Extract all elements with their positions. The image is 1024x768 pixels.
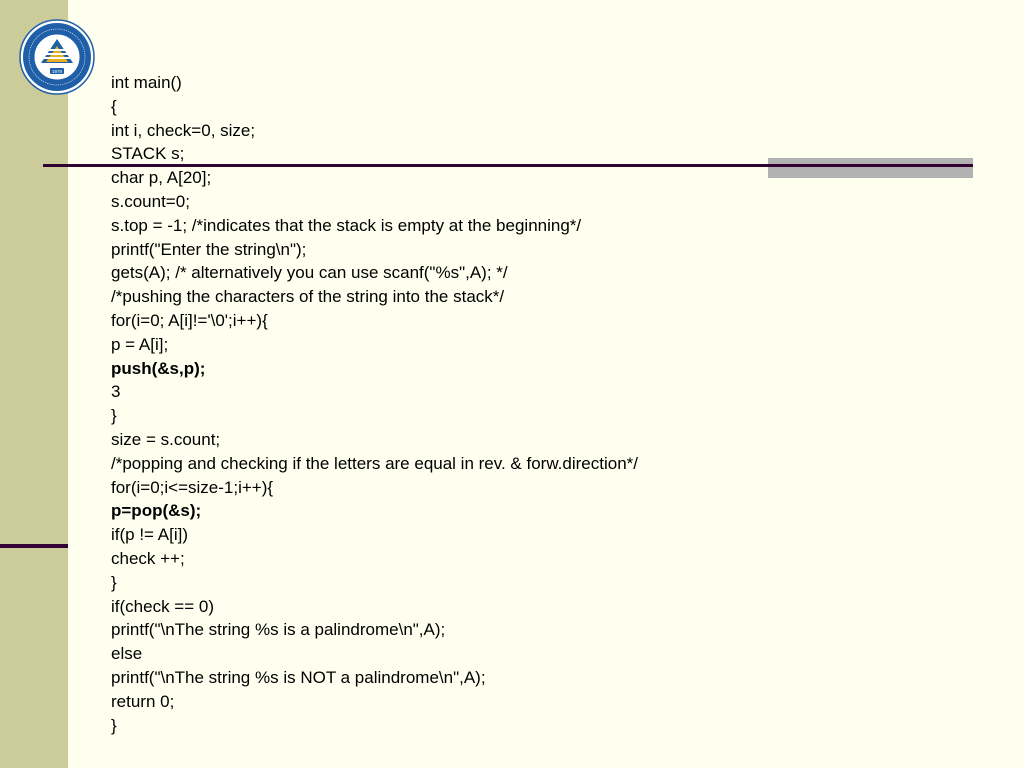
code-line: return 0; bbox=[111, 691, 175, 711]
code-line: printf("\nThe string %s is NOT a palindrome\n",A); bbox=[111, 667, 486, 687]
code-line: printf("\nThe string %s is a palindrome\n",A); bbox=[111, 620, 446, 640]
code-line: STACK s; bbox=[111, 144, 185, 164]
code-line: p=pop(&s); bbox=[111, 501, 202, 521]
code-line: } bbox=[111, 715, 117, 735]
seal-year: 1979 bbox=[51, 69, 63, 74]
code-line: for(i=0; A[i]!='\0';i++){ bbox=[111, 310, 268, 330]
left-decorative-band bbox=[0, 0, 68, 768]
code-line: printf("Enter the string\n"); bbox=[111, 239, 307, 259]
code-line: if(p != A[i]) bbox=[111, 525, 188, 545]
code-line: s.count=0; bbox=[111, 191, 190, 211]
code-line: int main() bbox=[111, 73, 182, 92]
code-line: s.top = -1; /*indicates that the stack is empty at the beginning*/ bbox=[111, 215, 582, 235]
code-line: 3 bbox=[111, 382, 121, 402]
code-line: push(&s,p); bbox=[111, 358, 206, 378]
university-seal-logo bbox=[19, 19, 95, 95]
code-listing bbox=[111, 71, 638, 737]
code-line: } bbox=[111, 572, 117, 592]
code-line: /*pushing the characters of the string into the stack*/ bbox=[111, 287, 505, 307]
code-line: char p, A[20]; bbox=[111, 168, 212, 188]
code-line: check ++; bbox=[111, 548, 185, 568]
gray-bar-rule bbox=[768, 164, 973, 167]
code-line: /*popping and checking if the letters are equal in rev. & forw.direction*/ bbox=[111, 453, 638, 473]
code-line: for(i=0;i<=size-1;i++){ bbox=[111, 477, 274, 497]
code-line: if(check == 0) bbox=[111, 596, 214, 616]
top-right-gray-bar bbox=[768, 158, 973, 178]
code-line: { bbox=[111, 96, 117, 116]
code-line: } bbox=[111, 406, 117, 426]
code-line: size = s.count; bbox=[111, 429, 221, 449]
left-band-divider bbox=[0, 544, 68, 548]
code-line: p = A[i]; bbox=[111, 334, 169, 354]
code-line: else bbox=[111, 644, 143, 664]
code-line: int i, check=0, size; bbox=[111, 120, 256, 140]
code-line: gets(A); /* alternatively you can use scanf("%s",A); */ bbox=[111, 263, 508, 283]
